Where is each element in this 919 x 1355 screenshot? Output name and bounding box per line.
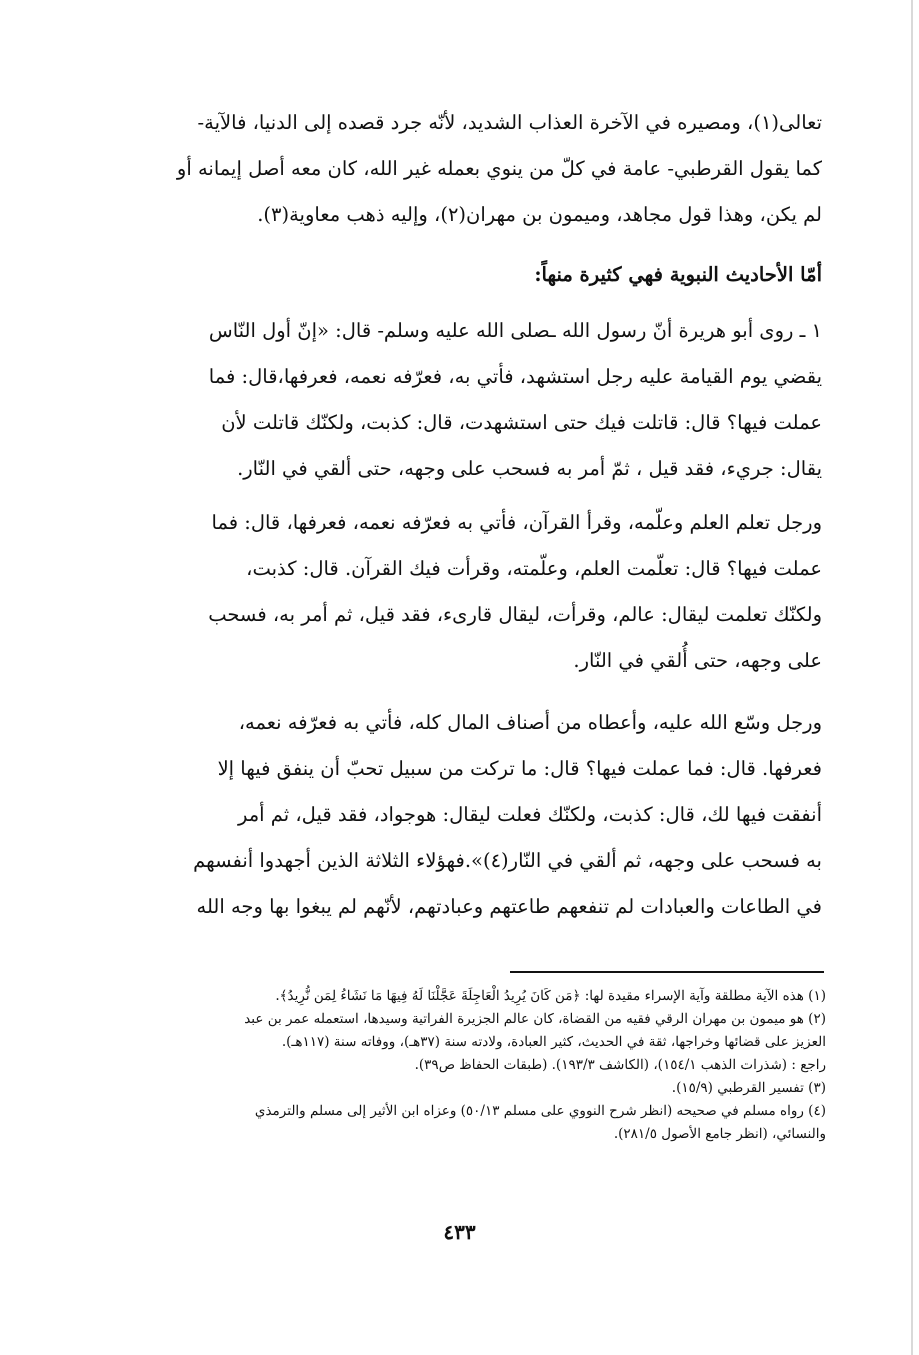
text-line: ولكنّك تعلمت ليقال: عالم، وقرأت، ليقال قارىء، فقد قيل، ثم أمر به، فسحب [208,603,822,626]
footnote-2-line: العزيز على قضائها وخراجها، ثقة في الحديث، كثير العبادة، ولادته سنة (٣٧هـ)، ووفاته سنة (١١٧هـ). [281,1034,826,1050]
text-line: لم يكن، وهذا قول مجاهد، وميمون بن مهران(٢)، وإليه ذهب معاوية(٣). [257,203,822,226]
paragraph-hadith-3 [100,700,822,930]
text-line: ورجل وسّع الله عليه، وأعطاه من أصناف المال كله، فأتي به فعرّفه نعمه، [238,711,822,734]
text-line: ١ ـ روى أبو هريرة أنّ رسول الله ـصلى الله عليه وسلم- قال: «إنّ أول النّاس [208,319,822,342]
text-line: كما يقول القرطبي- عامة في كلّ من ينوي بعمله غير الله، كان معه أصل إيمانه أو [176,157,822,180]
text-line: ورجل تعلم العلم وعلّمه، وقرأ القرآن، فأتي به فعرّفه نعمه، فعرفها، قال: فما [211,511,822,534]
footnote-separator [510,971,824,973]
heading-text: أمّا الأحاديث النبوية فهي كثيرة منهاً: [534,263,822,286]
footnote-3: (٣) تفسير القرطبي (١٥/٩). [671,1080,826,1096]
paragraph-hadith-1 [100,308,822,492]
text-line: تعالى(١)، ومصيره في الآخرة العذاب الشديد، لأنّه جرد قصده إلى الدنيا، فالآية- [197,111,822,134]
paragraph-hadith-2 [100,500,822,684]
text-line: فعرفها. قال: فما عملت فيها؟ قال: ما تركت من سبيل تحبّ أن ينفق فيها إلا [217,757,822,780]
section-heading [100,252,822,298]
footnote-2-line: (٢) هو ميمون بن مهران الرقي فقيه من القضاة، كان عالم الجزيرة الفراتية وسيدها، استعمله عمر بن عبد [244,1011,826,1027]
text-line: أنفقت فيها لك، قال: كذبت، ولكنّك فعلت ليقال: هوجواد، فقد قيل، ثم أمر [237,803,822,826]
paragraph-intro [100,100,822,238]
text-line: عملت فيها؟ قال: قاتلت فيك حتى استشهدت، قال: كذبت، ولكنّك قاتلت لأن [221,411,822,434]
text-line: به فسحب على وجهه، ثم ألقي في النّار(٤)».فهؤلاء الثلاثة الذين أجهدوا أنفسهم [193,849,822,872]
footnote-4-line: والنسائي، (انظر جامع الأصول ٢٨١/٥). [613,1126,826,1142]
footnote-2-line: راجع : (شذرات الذهب ١٥٤/١)، (الكاشف ١٩٣/٣). (طبقات الحفاظ ص٣٩). [414,1057,826,1073]
footnotes [96,985,826,1146]
text-line: على وجهه، حتى أُلقي في النّار. [573,649,822,672]
footnote-1: (١) هذه الآية مطلقة وآية الإسراء مقيدة لها: ﴿مَن كَانَ يُرِيدُ الْعَاجِلَةَ عَجَّلْنَا لَهُ فِيهَا مَا نَشَاءُ لِمَن نُّرِيدُ﴾. [275,988,826,1004]
footnote-4-line: (٤) رواه مسلم في صحيحه (انظر شرح النووي على مسلم ٥٠/١٣) وعزاه ابن الأثير إلى مسلم والترمذي [254,1103,826,1119]
text-line: عملت فيها؟ قال: تعلّمت العلم، وعلّمته، وقرأت فيك القرآن. قال: كذبت، [246,557,822,580]
text-line: في الطاعات والعبادات لم تنفعهم طاعتهم وعبادتهم، لأنّهم لم يبغوا بها وجه الله [196,895,822,918]
text-line: يقضي يوم القيامة عليه رجل استشهد، فأتي به، فعرّفه نعمه، فعرفها،قال: فما [208,365,822,388]
page-number: ٤٣٣ [443,1220,476,1244]
text-line: يقال: جريء، فقد قيل ، ثمّ أمر به فسحب على وجهه، حتى ألقي في النّار. [237,457,822,480]
page-edge-shadow [911,0,913,1355]
